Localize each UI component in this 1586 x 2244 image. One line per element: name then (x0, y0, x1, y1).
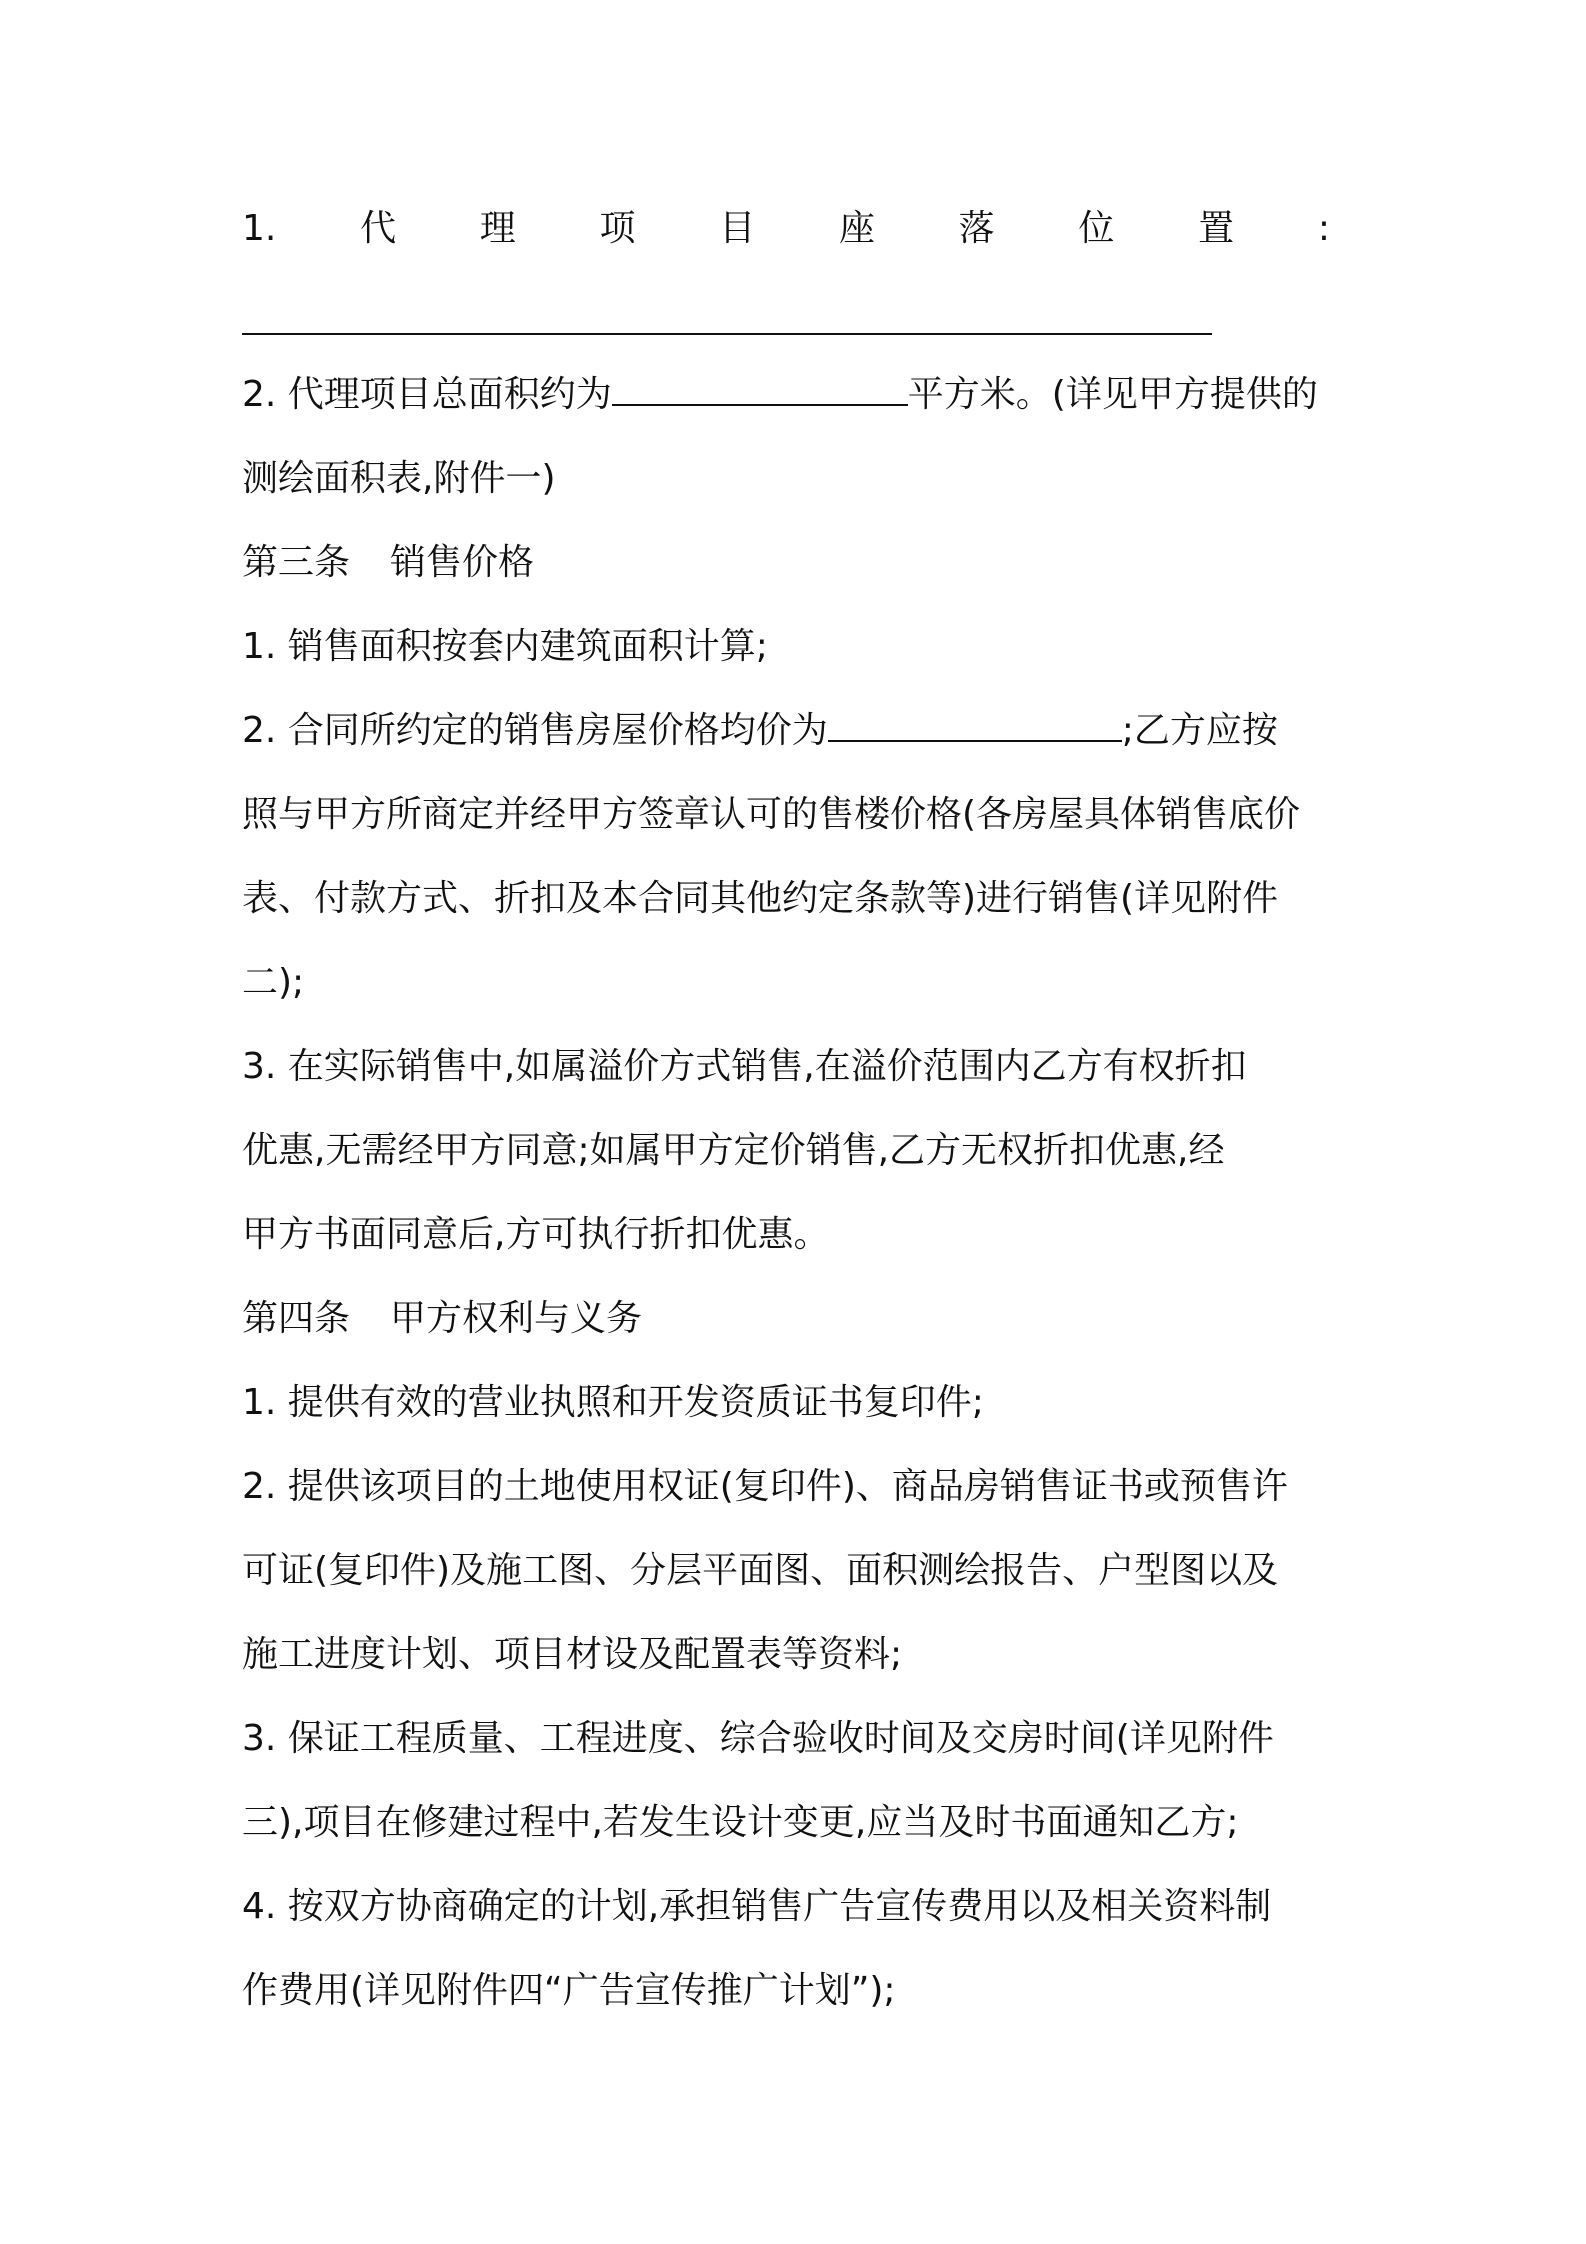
article-four-heading (242, 1294, 642, 1344)
text-line: 1. 销售面积按套内建筑面积计算; (242, 626, 768, 667)
text-line: 3. 保证工程质量、工程进度、综合验收时间及交房时间(详见附件 (242, 1718, 1274, 1759)
price-blank (828, 710, 1122, 742)
area-text-before: 2. 代理项目总面积约为 (242, 374, 612, 415)
article-label: 第四条 (242, 1298, 351, 1339)
char: 代 (360, 208, 397, 249)
text-line: 测绘面积表,附件一) (242, 458, 556, 499)
article-title: 销售价格 (390, 542, 535, 583)
char: 1. (242, 208, 277, 249)
char: 位 (1078, 208, 1115, 249)
article-title: 甲方权利与义务 (390, 1298, 643, 1339)
char: 目 (719, 208, 756, 249)
char: 项 (599, 208, 636, 249)
area-blank (612, 374, 908, 406)
clause-area-line (242, 370, 1318, 420)
text-line: 4. 按双方协商确定的计划,承担销售广告宣传费用以及相关资料制 (242, 1886, 1272, 1927)
text-line: 施工进度计划、项目材设及配置表等资料; (242, 1634, 903, 1675)
text-line: 优惠,无需经甲方同意;如属甲方定价销售,乙方无权折扣优惠,经 (242, 1130, 1225, 1171)
text-line: 三),项目在修建过程中,若发生设计变更,应当及时书面通知乙方; (242, 1802, 1239, 1843)
price-text-after: ;乙方应按 (1121, 710, 1278, 751)
area-text-after: 平方米。(详见甲方提供的 (907, 374, 1318, 415)
article-three-heading (242, 538, 534, 588)
text-line: 照与甲方所商定并经甲方签章认可的售楼价格(各房屋具体销售底价 (242, 794, 1301, 835)
clause-location-line (242, 204, 1330, 254)
article-label: 第三条 (242, 542, 351, 583)
text-line: 表、付款方式、折扣及本合同其他约定条款等)进行销售(详见附件 (242, 878, 1279, 919)
char: 理 (479, 208, 516, 249)
char: 置 (1198, 208, 1235, 249)
text-line: 甲方书面同意后,方可执行折扣优惠。 (242, 1214, 830, 1255)
price-text-before: 2. 合同所约定的销售房屋价格均价为 (242, 710, 828, 751)
text-line: 2. 提供该项目的土地使用权证(复印件)、商品房销售证书或预售许 (242, 1466, 1288, 1507)
text-line: 1. 提供有效的营业执照和开发资质证书复印件; (242, 1382, 984, 1423)
char: 座 (838, 208, 875, 249)
text-line: 作费用(详见附件四“广告宣传推广计划”); (242, 1970, 896, 2011)
char: 落 (958, 208, 995, 249)
char: : (1317, 208, 1330, 249)
text-line: 二); (242, 962, 305, 1003)
text-line: 可证(复印件)及施工图、分层平面图、面积测绘报告、户型图以及 (242, 1550, 1279, 1591)
clause-price-line (242, 706, 1278, 756)
text-line: 3. 在实际销售中,如属溢价方式销售,在溢价范围内乙方有权折扣 (242, 1046, 1247, 1087)
location-blank-line (242, 333, 1212, 335)
